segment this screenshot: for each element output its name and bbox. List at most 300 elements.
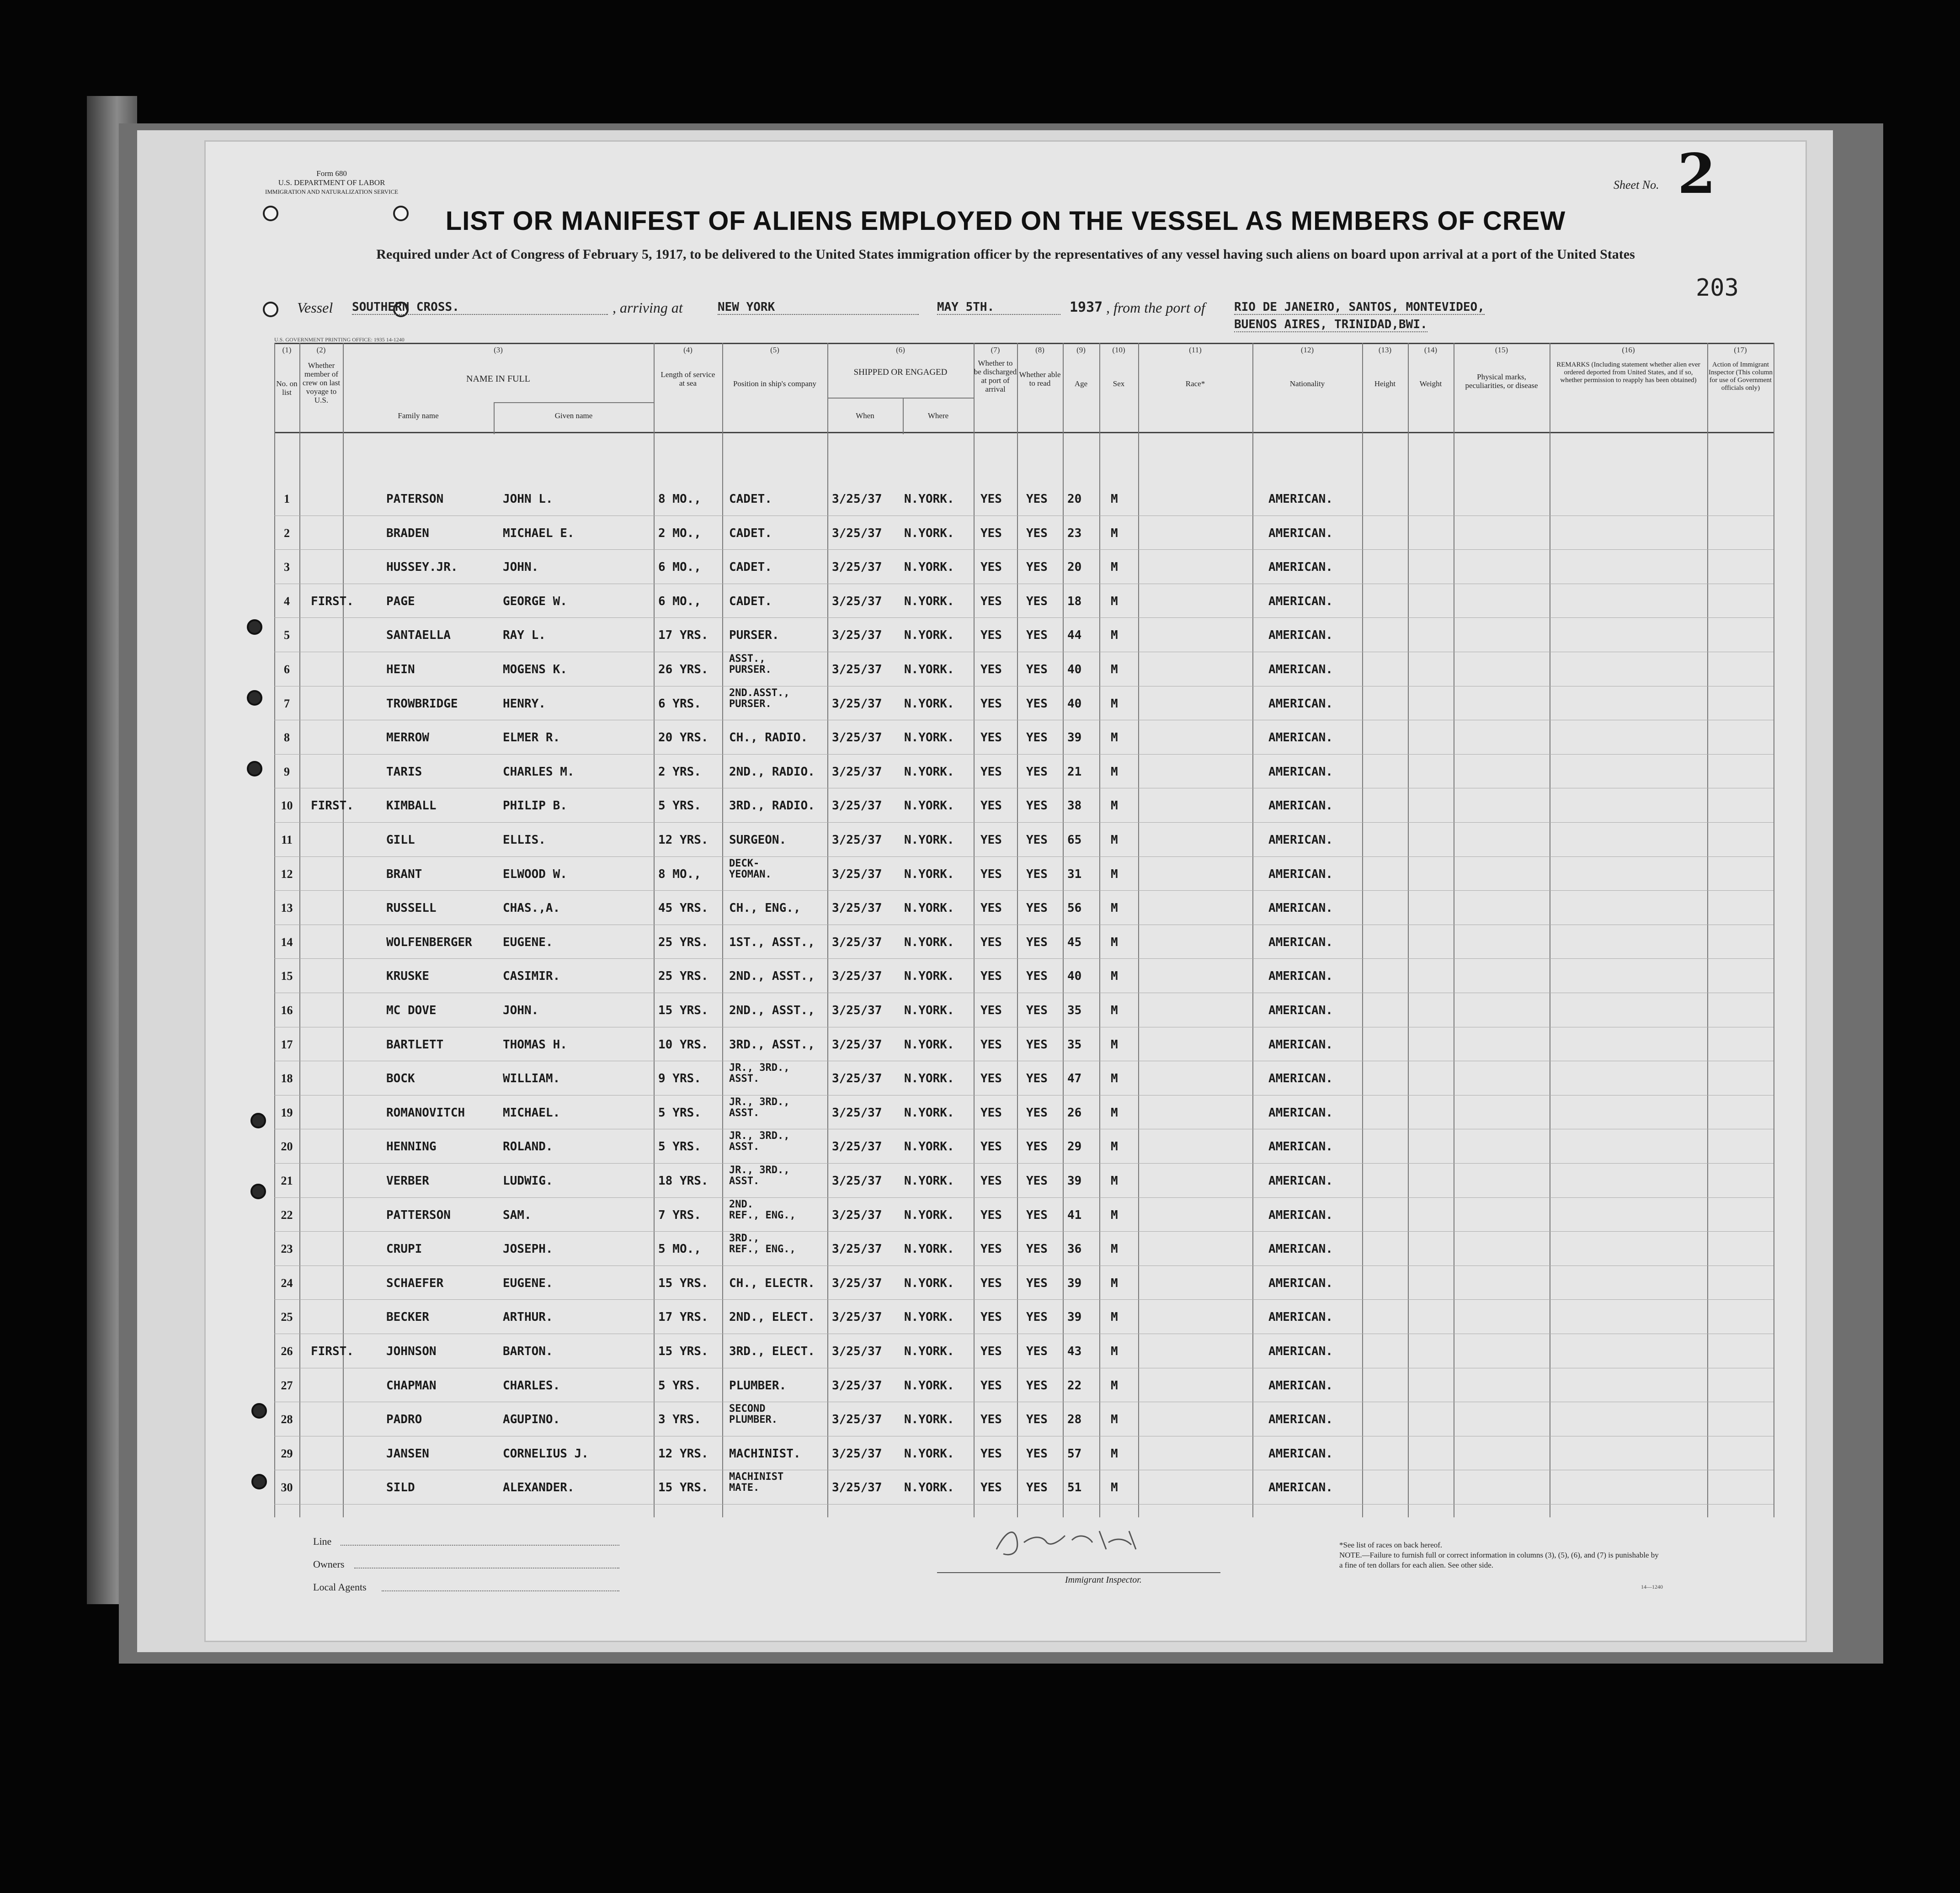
to-be-discharged: YES [980, 799, 1002, 813]
shipped-where: N.YORK. [904, 867, 954, 881]
service-length: 15 YRS. [658, 1345, 708, 1358]
able-to-read: YES [1026, 628, 1048, 643]
table-row [274, 1164, 1774, 1198]
shipped-where: N.YORK. [904, 1072, 954, 1086]
nationality: AMERICAN. [1268, 492, 1333, 506]
row-number: 4 [284, 594, 290, 608]
ship-position: JR., 3RD., [729, 1165, 790, 1176]
shipped-when: 3/25/37 [832, 1446, 882, 1461]
col-num-16: (16) [1622, 346, 1635, 354]
ship-position: PLUMBER. [729, 1378, 787, 1393]
family-name: BRANT [386, 867, 422, 881]
sex: M [1111, 1106, 1118, 1120]
age: 44 [1067, 628, 1082, 643]
table-row [274, 618, 1774, 653]
shipped-where: N.YORK. [904, 560, 954, 574]
ship-position: 2ND., ASST., [729, 1004, 815, 1017]
ship-position: 3RD., ELECT. [729, 1345, 815, 1358]
to-be-discharged: YES [980, 1140, 1002, 1154]
family-name: JOHNSON [386, 1345, 437, 1358]
col-header-15: Physical marks, peculiarities, or disease [1465, 372, 1538, 390]
family-name: BOCK [386, 1072, 415, 1086]
shipped-when: 3/25/37 [832, 901, 882, 915]
sex: M [1111, 969, 1118, 984]
nationality: AMERICAN. [1268, 765, 1333, 779]
sex: M [1111, 1481, 1118, 1495]
service-length: 17 YRS. [658, 1310, 708, 1324]
sex: M [1111, 1345, 1118, 1358]
col-num-9: (9) [1076, 346, 1086, 354]
shipped-when: 3/25/37 [832, 1106, 882, 1120]
service-length: 15 YRS. [658, 1004, 708, 1017]
nationality: AMERICAN. [1268, 1310, 1333, 1324]
nationality: AMERICAN. [1268, 1140, 1333, 1154]
ship-position-line2: YEOMAN. [729, 868, 772, 880]
col-num-14: (14) [1424, 346, 1438, 354]
table-row [274, 687, 1774, 721]
punch-hole [250, 1113, 266, 1128]
able-to-read: YES [1026, 492, 1048, 506]
shipped-where: N.YORK. [904, 1174, 954, 1188]
sex: M [1111, 663, 1118, 676]
sheet-number-label: Sheet No. [1614, 178, 1659, 191]
sex: M [1111, 765, 1118, 779]
shipped-when: 3/25/37 [832, 492, 882, 506]
to-be-discharged: YES [980, 1413, 1002, 1427]
shipped-where: N.YORK. [904, 526, 954, 540]
to-be-discharged: YES [980, 1072, 1002, 1086]
row-rule [274, 822, 1774, 823]
printing-note: U.S. GOVERNMENT PRINTING OFFICE: 1935 14-1240 [274, 336, 405, 343]
service-length: 17 YRS. [658, 628, 708, 643]
row-number: 29 [281, 1446, 293, 1460]
col-header-6-when: When [856, 411, 874, 420]
footnote-races: *See list of races on back hereof. [1339, 1541, 1443, 1549]
age: 40 [1067, 697, 1082, 711]
nationality: AMERICAN. [1268, 594, 1333, 608]
service-length: 6 MO., [658, 594, 701, 608]
age: 21 [1067, 765, 1082, 779]
sex: M [1111, 935, 1118, 949]
to-be-discharged: YES [980, 1310, 1002, 1324]
table-row [274, 823, 1774, 857]
shipped-where: N.YORK. [904, 697, 954, 711]
table-row [274, 1369, 1774, 1403]
given-name: BARTON. [503, 1345, 553, 1358]
age: 22 [1067, 1378, 1082, 1393]
table-row [274, 1232, 1774, 1266]
able-to-read: YES [1026, 1004, 1048, 1017]
row-rule [274, 958, 1774, 959]
age: 56 [1067, 901, 1082, 915]
given-name: GEORGE W. [503, 594, 567, 608]
ship-position: 2ND. [729, 1198, 753, 1210]
family-name: BRADEN [386, 526, 429, 540]
age: 47 [1067, 1072, 1082, 1086]
ship-position: DECK- [729, 857, 760, 869]
sex: M [1111, 628, 1118, 643]
shipped-where: N.YORK. [904, 1208, 954, 1222]
row-rule [274, 1163, 1774, 1164]
table-row [274, 1437, 1774, 1471]
from-ports-line-1: RIO DE JANEIRO, SANTOS, MONTEVIDEO, [1234, 300, 1485, 314]
given-name: THOMAS H. [503, 1037, 567, 1052]
given-name: CHARLES M. [503, 765, 575, 779]
local-agents-label: Local Agents [313, 1581, 367, 1593]
to-be-discharged: YES [980, 526, 1002, 540]
manifest-sheet [206, 142, 1806, 1641]
vessel-line [297, 299, 1760, 336]
shipped-where: N.YORK. [904, 594, 954, 608]
shipped-where: N.YORK. [904, 1481, 954, 1495]
row-number: 22 [281, 1208, 293, 1222]
service-length: 25 YRS. [658, 969, 708, 984]
row-number: 10 [281, 799, 293, 813]
sex: M [1111, 1276, 1118, 1290]
nationality: AMERICAN. [1268, 526, 1333, 540]
shipped-where: N.YORK. [904, 1446, 954, 1461]
form-header-block [265, 169, 398, 197]
shipped-where: N.YORK. [904, 1276, 954, 1290]
table-row [274, 755, 1774, 789]
row-rule [274, 1197, 1774, 1198]
able-to-read: YES [1026, 867, 1048, 881]
col-header-2: Whether member of crew on last voyage to U.S. [302, 361, 341, 404]
sex: M [1111, 526, 1118, 540]
nationality: AMERICAN. [1268, 1106, 1333, 1120]
sex: M [1111, 1072, 1118, 1086]
sex: M [1111, 731, 1118, 745]
shipped-when: 3/25/37 [832, 1345, 882, 1358]
row-number: 23 [281, 1242, 293, 1256]
nationality: AMERICAN. [1268, 1345, 1333, 1358]
col-num-5: (5) [770, 346, 779, 354]
inspector-label: Immigrant Inspector. [1065, 1575, 1142, 1585]
footnote [1339, 1540, 1659, 1570]
able-to-read: YES [1026, 1276, 1048, 1290]
sex: M [1111, 1004, 1118, 1017]
service: IMMIGRATION AND NATURALIZATION SERVICE [265, 188, 399, 195]
ship-position: SURGEON. [729, 833, 787, 847]
row-number: 9 [284, 765, 290, 778]
service-length: 12 YRS. [658, 1446, 708, 1461]
ship-position: 3RD., RADIO. [729, 799, 815, 813]
table-row [274, 789, 1774, 823]
line-label: Line [313, 1536, 332, 1547]
row-rule [274, 549, 1774, 550]
given-name: WILLIAM. [503, 1072, 560, 1086]
line-field [341, 1545, 619, 1546]
col-header-16: REMARKS (Including statement whether alien ever ordered deported from United States, and if so, whether permission to reapply has been obtained) [1556, 361, 1700, 384]
to-be-discharged: YES [980, 901, 1002, 915]
arrival-year: 1937 [1070, 299, 1103, 315]
row-rule [274, 890, 1774, 891]
table-row [274, 1403, 1774, 1437]
family-name: HUSSEY.JR. [386, 560, 458, 574]
ship-position: 2ND., ELECT. [729, 1310, 815, 1324]
col-header-1: No. on list [276, 379, 298, 397]
nationality: AMERICAN. [1268, 1208, 1333, 1222]
shipped-where: N.YORK. [904, 628, 954, 643]
able-to-read: YES [1026, 560, 1048, 574]
row-number: 13 [281, 901, 293, 915]
nationality: AMERICAN. [1268, 969, 1333, 984]
shipped-when: 3/25/37 [832, 1174, 882, 1188]
family-name: HEIN [386, 663, 415, 676]
arrival-date: MAY 5TH. [937, 300, 1060, 315]
shipped-when: 3/25/37 [832, 731, 882, 745]
shipped-where: N.YORK. [904, 1037, 954, 1052]
family-name: BARTLETT [386, 1037, 444, 1052]
col-header-17: Action of Immigrant Inspector (This column for use of Government officials only) [1709, 361, 1773, 392]
to-be-discharged: YES [980, 560, 1002, 574]
age: 39 [1067, 731, 1082, 745]
sex: M [1111, 1378, 1118, 1393]
col-num-3: (3) [494, 346, 503, 354]
family-name: VERBER [386, 1174, 429, 1188]
nationality: AMERICAN. [1268, 697, 1333, 711]
service-length: 5 YRS. [658, 799, 701, 813]
nationality: AMERICAN. [1268, 628, 1333, 643]
table-row [274, 1062, 1774, 1096]
age: 39 [1067, 1276, 1082, 1290]
able-to-read: YES [1026, 1481, 1048, 1495]
shipped-when: 3/25/37 [832, 1072, 882, 1086]
col-num-6: (6) [896, 346, 905, 354]
service-length: 20 YRS. [658, 731, 708, 745]
punch-hole [250, 1184, 266, 1199]
given-name: JOSEPH. [503, 1242, 553, 1256]
able-to-read: YES [1026, 1140, 1048, 1154]
shipped-when: 3/25/37 [832, 1242, 882, 1256]
punch-hole [251, 1474, 267, 1489]
service-length: 25 YRS. [658, 935, 708, 949]
table-row [274, 1198, 1774, 1233]
able-to-read: YES [1026, 901, 1048, 915]
ship-position: 1ST., ASST., [729, 935, 815, 949]
table-row [274, 1130, 1774, 1164]
given-name: MICHAEL E. [503, 526, 575, 540]
row-number: 16 [281, 1004, 293, 1017]
table-row [274, 1266, 1774, 1301]
service-length: 9 YRS. [658, 1072, 701, 1086]
row-number: 21 [281, 1174, 293, 1187]
row-number: 20 [281, 1140, 293, 1154]
form-code: 14—1240 [1641, 1584, 1663, 1590]
ship-position-line2: PLUMBER. [729, 1414, 778, 1426]
shipped-where: N.YORK. [904, 969, 954, 984]
shipped-where: N.YORK. [904, 663, 954, 676]
given-name: ELLIS. [503, 833, 546, 847]
row-number: 24 [281, 1276, 293, 1290]
sex: M [1111, 1037, 1118, 1052]
given-name: JOHN. [503, 1004, 539, 1017]
able-to-read: YES [1026, 935, 1048, 949]
col-header-5: Position in ship's company [733, 379, 817, 388]
sex: M [1111, 1208, 1118, 1222]
shipped-when: 3/25/37 [832, 1378, 882, 1393]
able-to-read: YES [1026, 731, 1048, 745]
able-to-read: YES [1026, 1310, 1048, 1324]
nationality: AMERICAN. [1268, 799, 1333, 813]
family-name: HENNING [386, 1140, 437, 1154]
service-length: 45 YRS. [658, 901, 708, 915]
to-be-discharged: YES [980, 1106, 1002, 1120]
given-name: MICHAEL. [503, 1106, 560, 1120]
shipped-when: 3/25/37 [832, 697, 882, 711]
table-row [274, 959, 1774, 994]
given-name: JOHN. [503, 560, 539, 574]
to-be-discharged: YES [980, 663, 1002, 676]
row-rule [274, 617, 1774, 618]
ship-position: JR., 3RD., [729, 1130, 790, 1142]
nationality: AMERICAN. [1268, 935, 1333, 949]
ship-position: MACHINIST. [729, 1446, 801, 1461]
footnote-penalty: NOTE.—Failure to furnish full or correct information in columns (3), (5), (6), and (7) is punishable by a fine of ten dollars for each alien. See other side. [1339, 1551, 1659, 1569]
ship-position: CH., ELECTR. [729, 1276, 815, 1290]
nationality: AMERICAN. [1268, 1242, 1333, 1256]
nationality: AMERICAN. [1268, 560, 1333, 574]
to-be-discharged: YES [980, 1345, 1002, 1358]
to-be-discharged: YES [980, 935, 1002, 949]
sex: M [1111, 833, 1118, 847]
age: 29 [1067, 1140, 1082, 1154]
previous-voyage: FIRST. [311, 594, 354, 608]
family-name: SILD [386, 1481, 415, 1495]
table-row [274, 1096, 1774, 1130]
ship-position-line2: PURSER. [729, 698, 772, 710]
row-number: 7 [284, 697, 290, 710]
family-name: KRUSKE [386, 969, 429, 984]
to-be-discharged: YES [980, 1481, 1002, 1495]
service-length: 3 YRS. [658, 1413, 701, 1427]
shipped-when: 3/25/37 [832, 1208, 882, 1222]
service-length: 5 YRS. [658, 1106, 701, 1120]
col-header-10: Sex [1113, 379, 1125, 388]
able-to-read: YES [1026, 1345, 1048, 1358]
able-to-read: YES [1026, 1242, 1048, 1256]
shipped-where: N.YORK. [904, 901, 954, 915]
given-name: HENRY. [503, 697, 546, 711]
family-name: BECKER [386, 1310, 429, 1324]
given-name: ELMER R. [503, 731, 560, 745]
shipped-when: 3/25/37 [832, 867, 882, 881]
family-name: SCHAEFER [386, 1276, 444, 1290]
given-name: RAY L. [503, 628, 546, 643]
to-be-discharged: YES [980, 1004, 1002, 1017]
row-number: 30 [281, 1481, 293, 1494]
ship-position: 3RD., [729, 1233, 760, 1244]
family-name: SANTAELLA [386, 628, 451, 643]
row-number: 8 [284, 731, 290, 744]
sex: M [1111, 1446, 1118, 1461]
col-header-14: Weight [1419, 379, 1442, 388]
row-rule [274, 1504, 1774, 1505]
ship-position: PURSER. [729, 628, 779, 643]
family-name: PAGE [386, 594, 415, 608]
nationality: AMERICAN. [1268, 1004, 1333, 1017]
nationality: AMERICAN. [1268, 1072, 1333, 1086]
given-name: ARTHUR. [503, 1310, 553, 1324]
family-name: KIMBALL [386, 799, 437, 813]
col-header-8: Whether able to read [1019, 370, 1061, 388]
nationality: AMERICAN. [1268, 833, 1333, 847]
ship-position-line2: ASST. [729, 1141, 760, 1153]
given-name: MOGENS K. [503, 663, 567, 676]
ship-position-line2: REF., ENG., [729, 1209, 796, 1221]
shipped-where: N.YORK. [904, 1345, 954, 1358]
ship-position-line2: MATE. [729, 1482, 760, 1494]
owners-field [354, 1568, 619, 1569]
to-be-discharged: YES [980, 1446, 1002, 1461]
nationality: AMERICAN. [1268, 1413, 1333, 1427]
row-rule [274, 1299, 1774, 1300]
punch-hole [251, 1403, 267, 1419]
vessel-label: Vessel [297, 299, 333, 316]
sex: M [1111, 1242, 1118, 1256]
row-rule [274, 856, 1774, 857]
given-name: EUGENE. [503, 1276, 553, 1290]
given-name: JOHN L. [503, 492, 553, 506]
ship-position: CADET. [729, 560, 772, 574]
given-name: SAM. [503, 1208, 532, 1222]
able-to-read: YES [1026, 1174, 1048, 1188]
able-to-read: YES [1026, 697, 1048, 711]
row-number: 1 [284, 492, 290, 505]
vessel-name: SOUTHERN CROSS. [352, 300, 608, 315]
punch-hole [247, 690, 262, 706]
given-name: AGUPINO. [503, 1413, 560, 1427]
ship-position-line2: ASST. [729, 1107, 760, 1119]
ship-position-line2: ASST. [729, 1073, 760, 1085]
age: 20 [1067, 560, 1082, 574]
age: 35 [1067, 1037, 1082, 1052]
sheet-number: 2 [1678, 142, 1716, 206]
family-name: PADRO [386, 1413, 422, 1427]
service-length: 2 MO., [658, 526, 701, 540]
col-header-7: Whether to be discharged at port of arrival [974, 359, 1017, 393]
shipped-where: N.YORK. [904, 1242, 954, 1256]
age: 40 [1067, 969, 1082, 984]
table-row [274, 994, 1774, 1028]
to-be-discharged: YES [980, 594, 1002, 608]
age: 39 [1067, 1310, 1082, 1324]
given-name: CORNELIUS J. [503, 1446, 589, 1461]
age: 23 [1067, 526, 1082, 540]
to-be-discharged: YES [980, 1174, 1002, 1188]
shipped-when: 3/25/37 [832, 1004, 882, 1017]
col-num-15: (15) [1495, 346, 1508, 354]
ship-position-line2: ASST. [729, 1175, 760, 1187]
shipped-when: 3/25/37 [832, 526, 882, 540]
able-to-read: YES [1026, 594, 1048, 608]
table-top-border [274, 343, 1774, 344]
shipped-when: 3/25/37 [832, 1037, 882, 1052]
shipped-where: N.YORK. [904, 1140, 954, 1154]
col-num-10: (10) [1112, 346, 1125, 354]
age: 45 [1067, 935, 1082, 949]
row-number: 14 [281, 935, 293, 949]
shipped-when: 3/25/37 [832, 594, 882, 608]
service-length: 15 YRS. [658, 1276, 708, 1290]
able-to-read: YES [1026, 1446, 1048, 1461]
inspector-signature-line [937, 1572, 1220, 1573]
sex: M [1111, 1174, 1118, 1188]
shipped-when: 3/25/37 [832, 1140, 882, 1154]
col-num-13: (13) [1378, 346, 1392, 354]
from-port-label: , from the port of [1106, 299, 1205, 316]
ship-position: 2ND., ASST., [729, 969, 815, 984]
